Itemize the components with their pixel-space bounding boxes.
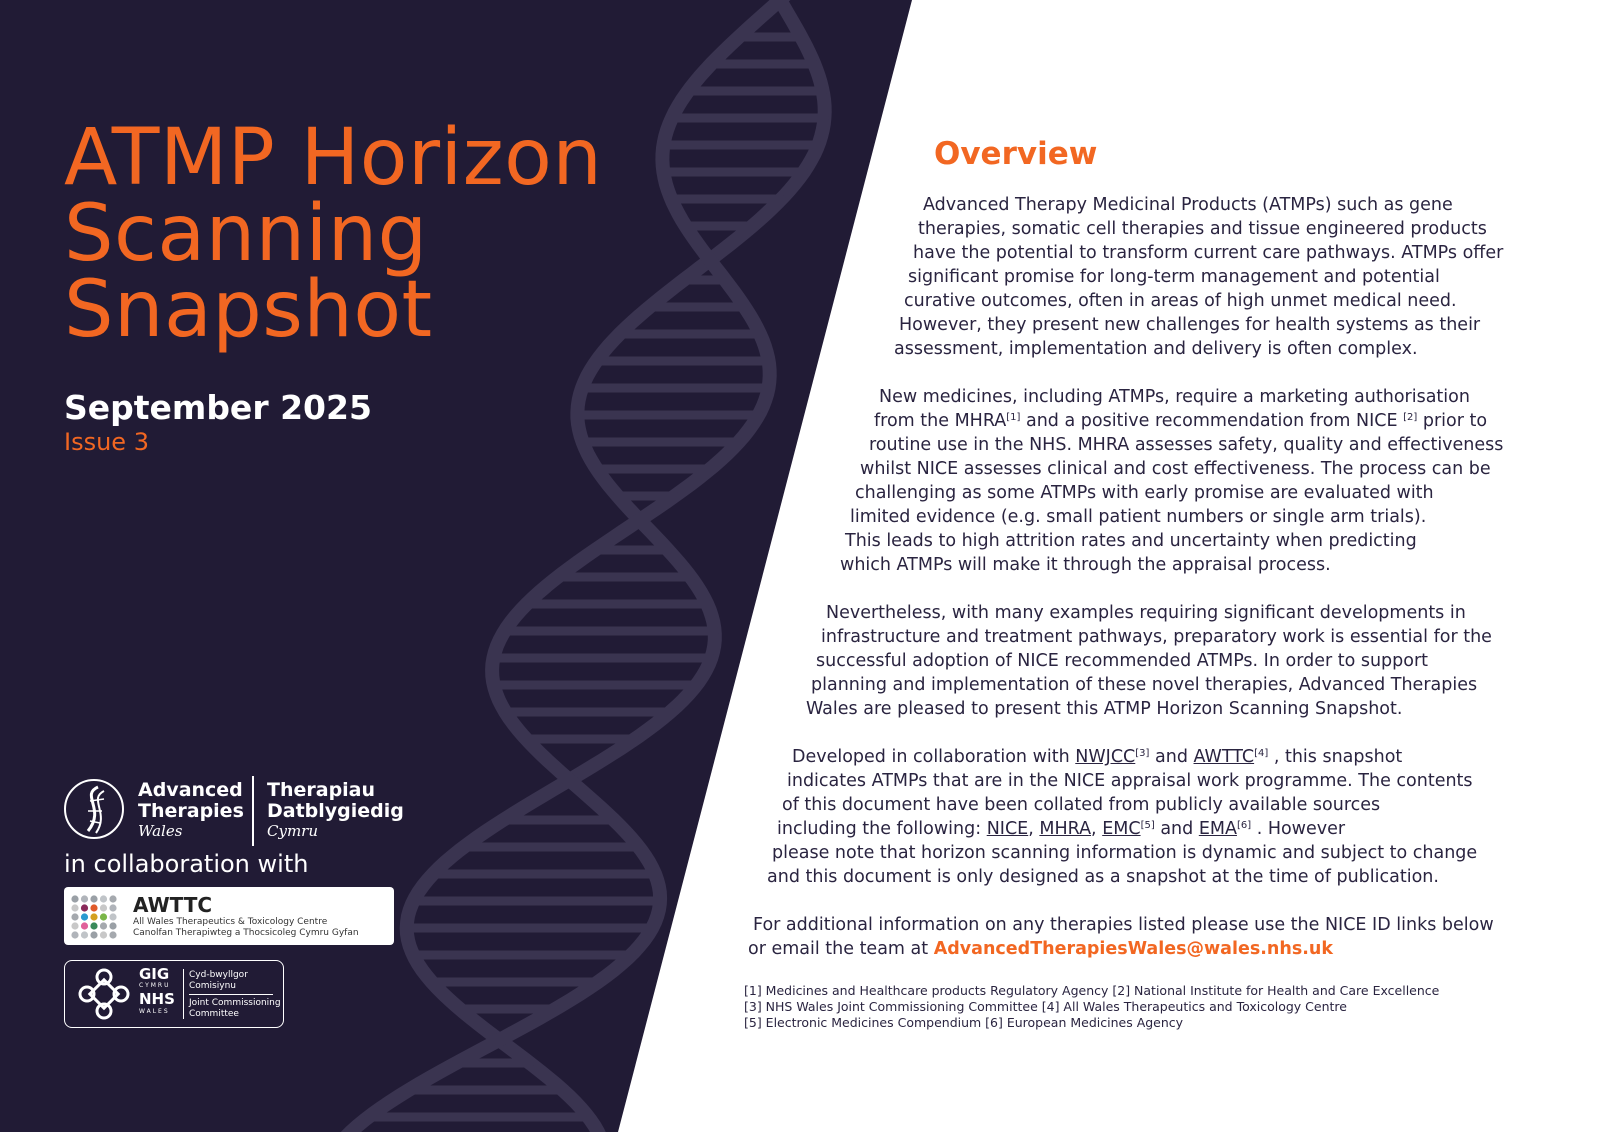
contact-email-link[interactable]: AdvancedTherapiesWales@wales.nhs.uk [933,939,1333,959]
nhs-en-line: Committee [189,1009,239,1019]
p5-text: or email the team at [748,939,934,959]
footnote-line: [1] Medicines and Healthcare products Regulatory Agency [2] National Institute for Health and Care Excellence [744,983,1440,998]
celtic-knot-icon [77,967,131,1021]
p1-line: assessment, implementation and delivery is often complex. [894,339,1418,359]
awttc-link[interactable]: AWTTC [1193,747,1255,767]
nhs-cy-line: Comisiynu [189,981,236,991]
awttc-dot [71,922,78,929]
nhs-gig: GIG [139,965,170,983]
footnote-ref: [4] [1254,748,1269,759]
footnote-ref: [2] [1403,412,1418,423]
collaboration-label: in collaboration with [64,850,309,878]
p1-line: curative outcomes, often in areas of high unmet medical need. [904,291,1457,311]
atw-en-line: Wales [138,822,183,840]
p4-text: Developed in collaboration with [792,747,1076,767]
p2-line [874,409,1487,433]
awttc-dot [90,922,97,929]
p4-line [777,817,1345,841]
nwjcc-link[interactable]: NWJCC [1075,747,1136,767]
atw-en-line: Therapies [138,800,244,822]
p2-text: prior to [1417,411,1488,431]
footnote-line: [5] Electronic Medicines Compendium [6] European Medicines Agency [744,1015,1184,1030]
footnote-ref: [3] [1135,748,1150,759]
p2-line: New medicines, including ATMPs, require a marketing authorisation [879,387,1470,407]
mhra-link[interactable]: MHRA [1039,819,1092,839]
awttc-dot [109,922,116,929]
awttc-subtitle-en: All Wales Therapeutics & Toxicology Centre [133,917,328,927]
footnote-ref: [1] [1006,412,1021,423]
emc-link[interactable]: EMC [1102,819,1141,839]
p5-line: For additional information on any therapies listed please use the NICE ID links below [753,915,1494,935]
atw-en-line: Advanced [138,779,243,801]
nhs-cymru: CYMRU [139,982,171,989]
p1-line: Advanced Therapy Medicinal Products (ATMPs) such as gene [923,195,1453,215]
publication-date: September 2025 [64,388,372,427]
p4-line: please note that horizon scanning information is dynamic and subject to change [772,843,1478,863]
atw-english-name [138,780,244,841]
atw-cy-line: Datblygiedig [267,800,404,822]
p4-line [792,745,1402,769]
awttc-dot [81,931,88,938]
footnote-ref: [6] [1236,820,1252,831]
p2-line: routine use in the NHS. MHRA assesses safety, quality and effectiveness [869,435,1504,455]
awttc-dot [71,904,78,911]
atw-cy-line: Therapiau [267,779,376,801]
advanced-therapies-wales-logo [64,776,424,846]
awttc-dots-icon [70,894,126,940]
overview-heading: Overview [934,136,1098,172]
nhs-wales: WALES [139,1008,170,1015]
p3-line: Wales are pleased to present this ATMP Horizon Scanning Snapshot. [806,699,1403,719]
p4-line: of this document have been collated from publicly available sources [782,795,1381,815]
p2-text: from the MHRA [874,411,1007,431]
atw-cy-line: Cymru [267,822,319,840]
p2-line: whilst NICE assesses clinical and cost effectiveness. The process can be [860,459,1491,479]
p4-text: . However [1251,819,1346,839]
awttc-dot [90,895,97,902]
awttc-dot [81,895,88,902]
p4-text: , this snapshot [1268,747,1403,767]
nhs-wales-jcc-logo [64,960,284,1028]
awttc-dot [71,913,78,920]
nice-link[interactable]: NICE [986,819,1029,839]
awttc-dot [81,913,88,920]
p1-line: have the potential to transform current care pathways. ATMPs offer [913,243,1504,263]
awttc-dot [100,904,107,911]
awttc-dot [71,931,78,938]
nhs-nhs: NHS [139,990,175,1008]
nhs-en-line: Joint Commissioning [189,998,281,1008]
p2-line: challenging as some ATMPs with early promise are evaluated with [855,483,1434,503]
awttc-subtitle-cy: Canolfan Therapiwteg a Thocsicoleg Cymru Gyfan [133,928,359,938]
awttc-dot [109,904,116,911]
awttc-dot [81,922,88,929]
footnote-ref: [5] [1140,820,1155,831]
p1-line: significant promise for long-term management and potential [908,267,1440,287]
p1-line: therapies, somatic cell therapies and tissue engineered products [918,219,1487,239]
awttc-dot [90,931,97,938]
p2-text: and a positive recommendation from NICE [1020,411,1404,431]
nhs-cy-line: Cyd-bwyllgor [189,970,248,980]
p2-line: This leads to high attrition rates and uncertainty when predicting [845,531,1417,551]
atw-emblem-icon [64,779,124,839]
document-title: ATMP Horizon Scanning Snapshot [64,113,603,355]
awttc-dot [100,913,107,920]
p2-line: limited evidence (e.g. small patient numbers or single arm trials). [850,507,1427,527]
p4-text: and [1154,819,1199,839]
p5-line [748,937,1333,961]
logo-divider [252,776,254,846]
footnote-line: [3] NHS Wales Joint Commissioning Committee [4] All Wales Therapeutics and Toxicology Centre [744,999,1347,1014]
awttc-dot [100,922,107,929]
p3-line: successful adoption of NICE recommended ATMPs. In order to support [816,651,1429,671]
logo-divider [189,994,273,995]
p1-line: However, they present new challenges for health systems as their [899,315,1481,335]
p4-line: and this document is only designed as a snapshot at the time of publication. [767,867,1439,887]
p4-text: , [1091,819,1103,839]
p4-text: and [1149,747,1194,767]
atw-welsh-name [267,780,404,841]
awttc-name: AWTTC [133,893,213,917]
awttc-dot [81,904,88,911]
issue-number: Issue 3 [64,428,149,456]
awttc-dot [90,904,97,911]
logo-divider [183,969,184,1019]
awttc-dot [109,913,116,920]
p4-line: indicates ATMPs that are in the NICE appraisal work programme. The contents [787,771,1473,791]
p3-line: infrastructure and treatment pathways, preparatory work is essential for the [821,627,1492,647]
awttc-dot [109,895,116,902]
p4-text: including the following: [777,819,987,839]
awttc-dot [90,913,97,920]
p4-text: , [1028,819,1040,839]
awttc-dot [100,931,107,938]
awttc-logo [64,887,394,945]
ema-link[interactable]: EMA [1198,819,1237,839]
p3-line: planning and implementation of these novel therapies, Advanced Therapies [811,675,1478,695]
awttc-dot [100,895,107,902]
awttc-dot [109,931,116,938]
p2-line: which ATMPs will make it through the appraisal process. [840,555,1331,575]
p3-line: Nevertheless, with many examples requiring significant developments in [826,603,1466,623]
awttc-dot [71,895,78,902]
